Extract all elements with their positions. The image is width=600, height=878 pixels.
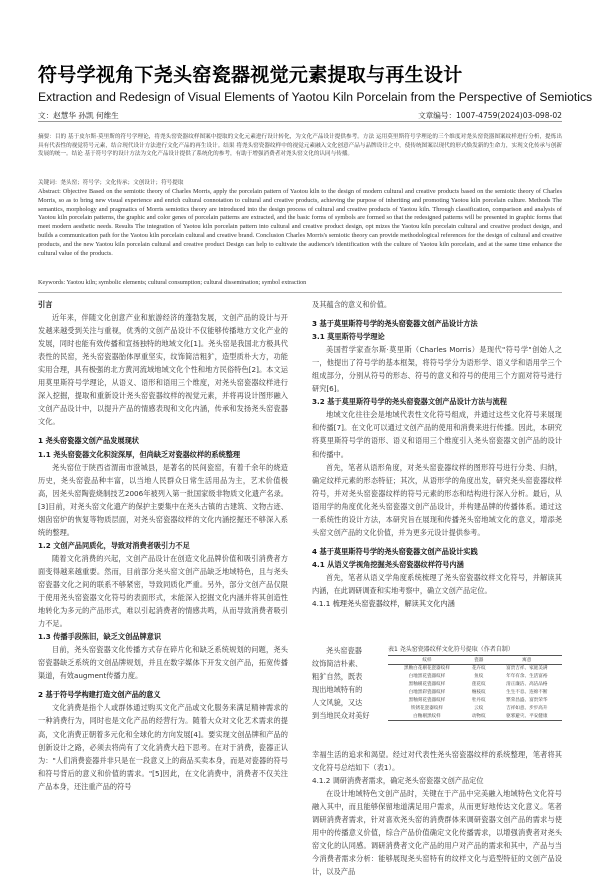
subsection-heading: 1.1 尧头窑瓷器文化积淀深厚，但尚缺乏对瓷器纹样的系统整理	[38, 449, 241, 459]
table-cell: 黑釉白花剔花瓷器纹样	[403, 666, 450, 672]
table-cell: 清正廉洁、高洁品格	[506, 682, 548, 688]
body-paragraph: 近年来，伴随文化创意产业和旅游经济的蓬勃发展，文创产品的设计与开发越来越受到关注与重视，优秀的文创产品设计不仅能够传播地方文化产业的发展，同时也能有效传播和宣扬独特的地域文化[1]。尧头窑是我国北方极具代表性的民窑，尧头窑瓷器胎体厚重坚实，纹饰简洁粗犷，造型质朴大方，功能实用合理，具有极强的北方黄河流域地域文化个性和地方民俗特色[2]。本文运用莫里斯符号学理论，从语义、语形和语用三个维度，对尧头窑瓷器纹样进行深入挖掘，提取和重新设计尧头窑瓷器纹样的视觉元素，并将再设计图形融入文创产品设计中，以提升产品的情感表现和文化内涵，传承和发扬尧头窑瓷器文化。	[38, 313, 288, 427]
wrap-line: 粗犷自然，既表	[312, 672, 363, 682]
section-heading: 2 基于符号学构建打造文创产品的意义	[38, 690, 161, 700]
section-heading: 1 尧头窑瓷器文创产品发展现状	[38, 436, 139, 446]
body-paragraph: 目前，尧头窑瓷器文化传播方式存在碎片化和缺乏系统规划的问题，尧头窑瓷器缺乏系统的文创品牌规划，并且在数字媒体下开发文创产品，拓宽传播渠道，有效augment传播力度。	[38, 645, 288, 681]
table-body	[388, 665, 562, 721]
table-header-cell: 纹样	[388, 656, 466, 665]
table-cell: 繁荣昌盛、富贵荣华	[506, 697, 548, 703]
body-paragraph: 及其蕴含的意义和价值。	[312, 300, 392, 309]
table-cell: 黑釉刻花瓷器纹样	[408, 697, 446, 703]
table-cell: 年年有余、生活富裕	[506, 674, 548, 680]
wrap-line: 到当地民众对美好	[312, 711, 370, 721]
body-column-right	[312, 298, 562, 610]
paper-title-en: Extraction and Redesign of Visual Elements of Yaotou Kiln Porcelain from the Perspective of Semiotics	[38, 90, 593, 104]
wrap-line: 人文风貌，又达	[312, 698, 363, 708]
table-row	[388, 665, 562, 673]
table-row	[388, 673, 562, 681]
table-cell: 驱邪避灾、平安健康	[492, 712, 562, 720]
title-divider	[38, 121, 562, 122]
wrap-line: 尧头窑瓷器	[326, 646, 362, 655]
table-cell: 生生不息、连绵不断	[506, 690, 548, 696]
table-row	[388, 681, 562, 689]
body-paragraph: 美国哲学家查尔斯·莫里斯（Charles Morris）是现代"符号学"创始人之一，他提出了符号学的基本框架，将符号学分为语形学、语义学和语用学三个组成部分，分别从符号的形态、符号的意义和符号的使用三个方面对符号进行研究[6]。	[312, 345, 562, 394]
keywords-cn: 关键词：尧头窑；符号学；文化传承；文创设计；符号提取	[38, 180, 184, 186]
table-cell: 白地黑花瓷器纹样	[408, 674, 446, 680]
table-row	[388, 697, 562, 705]
table-cell: 缠枝纹	[471, 690, 486, 696]
table-header-cell: 寓意	[492, 656, 562, 665]
body-column-right-continued	[312, 748, 562, 878]
table-row	[388, 704, 562, 712]
body-paragraph: 随着文化消费的兴起，文创产品设计在创造文化品牌价值和吸引消费者方面变得越来越重要。然而，目前部分尧头窑文创产品缺乏地域特色，且与尧头窑瓷器文化之间的联系不够紧密，导致同质化严重。另外，部分文创产品仅限于使用尧头窑瓷器文化符号的表面形式，未能深入挖掘文化内涵并将其创造性地转化为多元的产品形式，难以引起消费者的情感共鸣，从而导致消费者吸引力不足。	[38, 553, 288, 629]
paper-title-cn: 符号学视角下尧头窑瓷器视觉元素提取与再生设计	[38, 64, 463, 86]
doc-code: 文章编号：1007-4759(2024)03-098-02	[418, 111, 562, 120]
meta-row	[38, 110, 562, 121]
table-header-row	[388, 656, 562, 665]
table-cell: 鱼纹	[474, 674, 484, 680]
table-cell: 白地黑彩瓷器纹样	[408, 690, 446, 696]
body-paragraph: 在设计地域特色文创产品时，关键在于产品中完美融入地域特色文化符号融入其中，而且能够保留地道满足用户需求，从而更好地传达文化意义。笔者调研消费者需求，针对喜欢尧头窑的消费群体来调研瓷器文创产品的需求与使用中的传播意义价值，综合产品价值确定文化传播需求，以增强消费者对尧头窑文化的认同感。调研消费者文化产品的用户对产品的需求和其中，产品与当今消费者需求分析：能够展现尧头窑特有的纹样文化与造型特征的文创产品设计，以及产品	[312, 789, 562, 877]
subsection-heading: 4.1 从语义学视角挖掘尧头窑瓷器纹样符号内涵	[312, 559, 464, 569]
abstract-cn: 摘要：目的 基于皮尔斯·莫里斯的符号学理论，将尧头窑瓷器纹样图案中提取的文化元素进行设计转化，为文化产品设计提供参考。方法 运用莫里斯符号学理论的三个维度对尧头窑瓷器图案纹样进行分析，提炼出具有代表性的视觉符号元素，结合现代设计方法进行文化产品的再生设计。结果 将尧头窑瓷器纹样中的视觉元素融入文化创意产品与品牌设计之中，使传统图案以现代的形式焕发新的生命力，实现文化传承与创新发展的统一。结论 基于符号学的设计方法为文化产品设计提供了系统化的参考，有助于增强消费者对尧头窑文化的认同与传播。	[38, 134, 562, 158]
abstract-en: Abstract: Objective Based on the semiotic theory of Charles Morris, apply the porcelain pattern of Yaotou kiln to the design of modern cultural and creative products based on the semiotic theory of Charles Morris, so as to bring new visual experience and enrich cultural connotation to cultural and creative products, achieving the purpose of inheriting and promoting Yaotou kiln porcelain culture. Methods The semantics, morphology and pragmatics of Morris semiotics theory are introduced into the design process of cultural and creative products of Yaotou kiln. Through classification, comparison and analysis of Yaotou kiln porcelain patterns, the graphic and color genes of porcelain patterns are extracted, and the basic forms of symbols are formed so that the redesigned patterns will be presented in graphic forms that meet modern aesthetic needs. Results The integration of Yaotou kiln porcelain pattern into cultural and creative product design, opt mizes the Yaotou kiln porcelain cultural and creative product design, and builds a communication path for the Yaotou kiln porcelain cultural and creative brand. Conclusion Charles Morris's semiotic theory can provide methodological references for the design of cultural and creative products, and the new Yaotou kiln porcelain cultural and creative product Design can help to cultivate the audience's identification with the culture of Yaotou kiln porcelain, and at the same time enhance the cultural value of the products.	[38, 188, 562, 257]
table-cell: 莲花纹	[471, 682, 486, 688]
subsubsection-heading: 4.1.2 调研消费者需求，确定尧头窑瓷器文创产品定位	[312, 776, 484, 786]
table-row	[388, 712, 562, 720]
table-cell: 黑釉剔花瓷器纹样	[408, 682, 446, 688]
body-column-left	[38, 298, 288, 793]
subsection-heading: 3.2 基于莫里斯符号学的尧头窑瓷器文创产品设计方法与流程	[312, 397, 507, 407]
table-cell: 牡丹纹	[471, 697, 486, 703]
table-cell: 花卉纹	[471, 666, 486, 672]
body-paragraph: 文化消费是指个人或群体通过购买文化产品或文化服务来满足精神需求的一种消费行为，同时也是文化产品的经营行为。随着大众对文化艺术需求的提高，文化消费正朝着多元化和全球化的方向发展[4]。要实现文创品牌和产品的创新设计之路，必须去将尚有了文化消费大趋下思考。在对于消费，瓷器正认为："人们消费瓷器并非只是在一段意义上的商品买卖本身，而是对瓷器的符号和符号背后的意义和价值的需求。"[5]因此，在文化消费中，消费者不仅关注产品本身，还注重产品的符号	[38, 703, 288, 791]
subsection-heading: 1.3 传播手段陈旧，缺乏文创品牌意识	[38, 632, 162, 642]
table-cell: 动物纹	[466, 712, 492, 720]
section-heading: 3 基于莫里斯符号学的尧头窑瓷器文创产品设计方法	[312, 319, 478, 329]
pattern-table	[388, 655, 562, 721]
table-cell: 铁锈花瓷器纹样	[410, 705, 444, 711]
section-heading: 引言	[38, 300, 53, 309]
abstract-divider	[38, 292, 562, 293]
keywords-en: Keywords: Yaotou kiln; symbolic elements; cultural consumption; cultural dissemination; symbol extraction	[38, 279, 307, 286]
text-wrap-beside-table	[312, 644, 384, 722]
table-row	[388, 689, 562, 697]
table-cell: 吉祥如意、步步高升	[506, 705, 548, 711]
table-cell: 云纹	[474, 705, 484, 711]
body-paragraph: 首先，笔者从语形角度，对尧头窑瓷器纹样的图形符号进行分类、归纳，确定纹样元素的形态特征；其次，从语形学的角度出发，研究尧头窑瓷器纹样符号，并对尧头窑瓷器纹样的符号元素的形态和结构进行深入分析。最后，从语用学的角度优化尧头窑瓷器文创产品设计，并构建品牌的传播体系。通过这一系统性的设计方法，本研究旨在展现和传播尧头窑地域文化的意义，增添尧头窑文创产品的文化价值，并为更多元设计提供参考。	[312, 462, 562, 537]
table-1	[388, 644, 562, 721]
body-paragraph: 首先，笔者从语义学角度系统梳理了尧头窑瓷器纹样文化符号，并解读其内涵，在此调研调查和实地考察中，确立文创产品定位。	[312, 572, 562, 595]
table-cell: 富贵吉祥、家庭美满	[506, 666, 548, 672]
table-header-cell: 瓷器	[466, 656, 492, 665]
authors: 文：赵慧华 孙凯 何维生	[38, 111, 119, 120]
body-paragraph: 尧头窑位于陕西省渭南市澄城县，是著名的民间瓷窑，有着千余年的烧造历史，尧头窑瓷品种丰富，以当地人民群众日常生活用品为主，艺术价值极高，因尧头窑陶瓷烧制技艺2006年被列入第一批国家级非物质文化遗产名录。[3]目前，对尧头窑文化遗产的保护主要集中在尧头古镇的古建筑、文物古迹、烟囱窑炉的恢复等物质层面，对尧头窑瓷器纹样的文化内涵挖掘还不够深入系统的整理。	[38, 462, 288, 537]
section-heading: 4 基于莫里斯符号学的尧头窑瓷器文创产品设计实践	[312, 546, 478, 556]
subsubsection-heading: 4.1.1 梳理尧头窑瓷器纹样，解读其文化内涵	[312, 599, 455, 609]
body-paragraph: 地域文化往往会是地域代表性文化符号组成，并通过这些文化符号来展现和传播[7]。在文化可以通过文创产品的使用和消费来进行传播。因此，本研究将莫里斯符号学的语形、语义和语用三个维度引入尧头窑瓷器文创产品的设计和传播中。	[312, 410, 562, 459]
table-caption: 表1 尧头窑瓷器纹样文化符号提取（作者自制）	[388, 646, 514, 653]
subsection-heading: 3.1 莫里斯符号学理论	[312, 332, 385, 342]
wrap-line: 现出地域特有的	[312, 685, 363, 695]
wrap-line: 纹饰简洁朴素、	[312, 659, 363, 669]
body-paragraph: 幸福生活的追求和渴望。经过对代表性尧头窑瓷器纹样的系统整理，笔者将其文化符号总结如下（表1）。	[312, 750, 562, 773]
table-cell: 白釉剔黑纹样	[388, 712, 466, 720]
subsection-heading: 1.2 文创产品同质化，导致对消费者吸引力不足	[38, 540, 190, 550]
